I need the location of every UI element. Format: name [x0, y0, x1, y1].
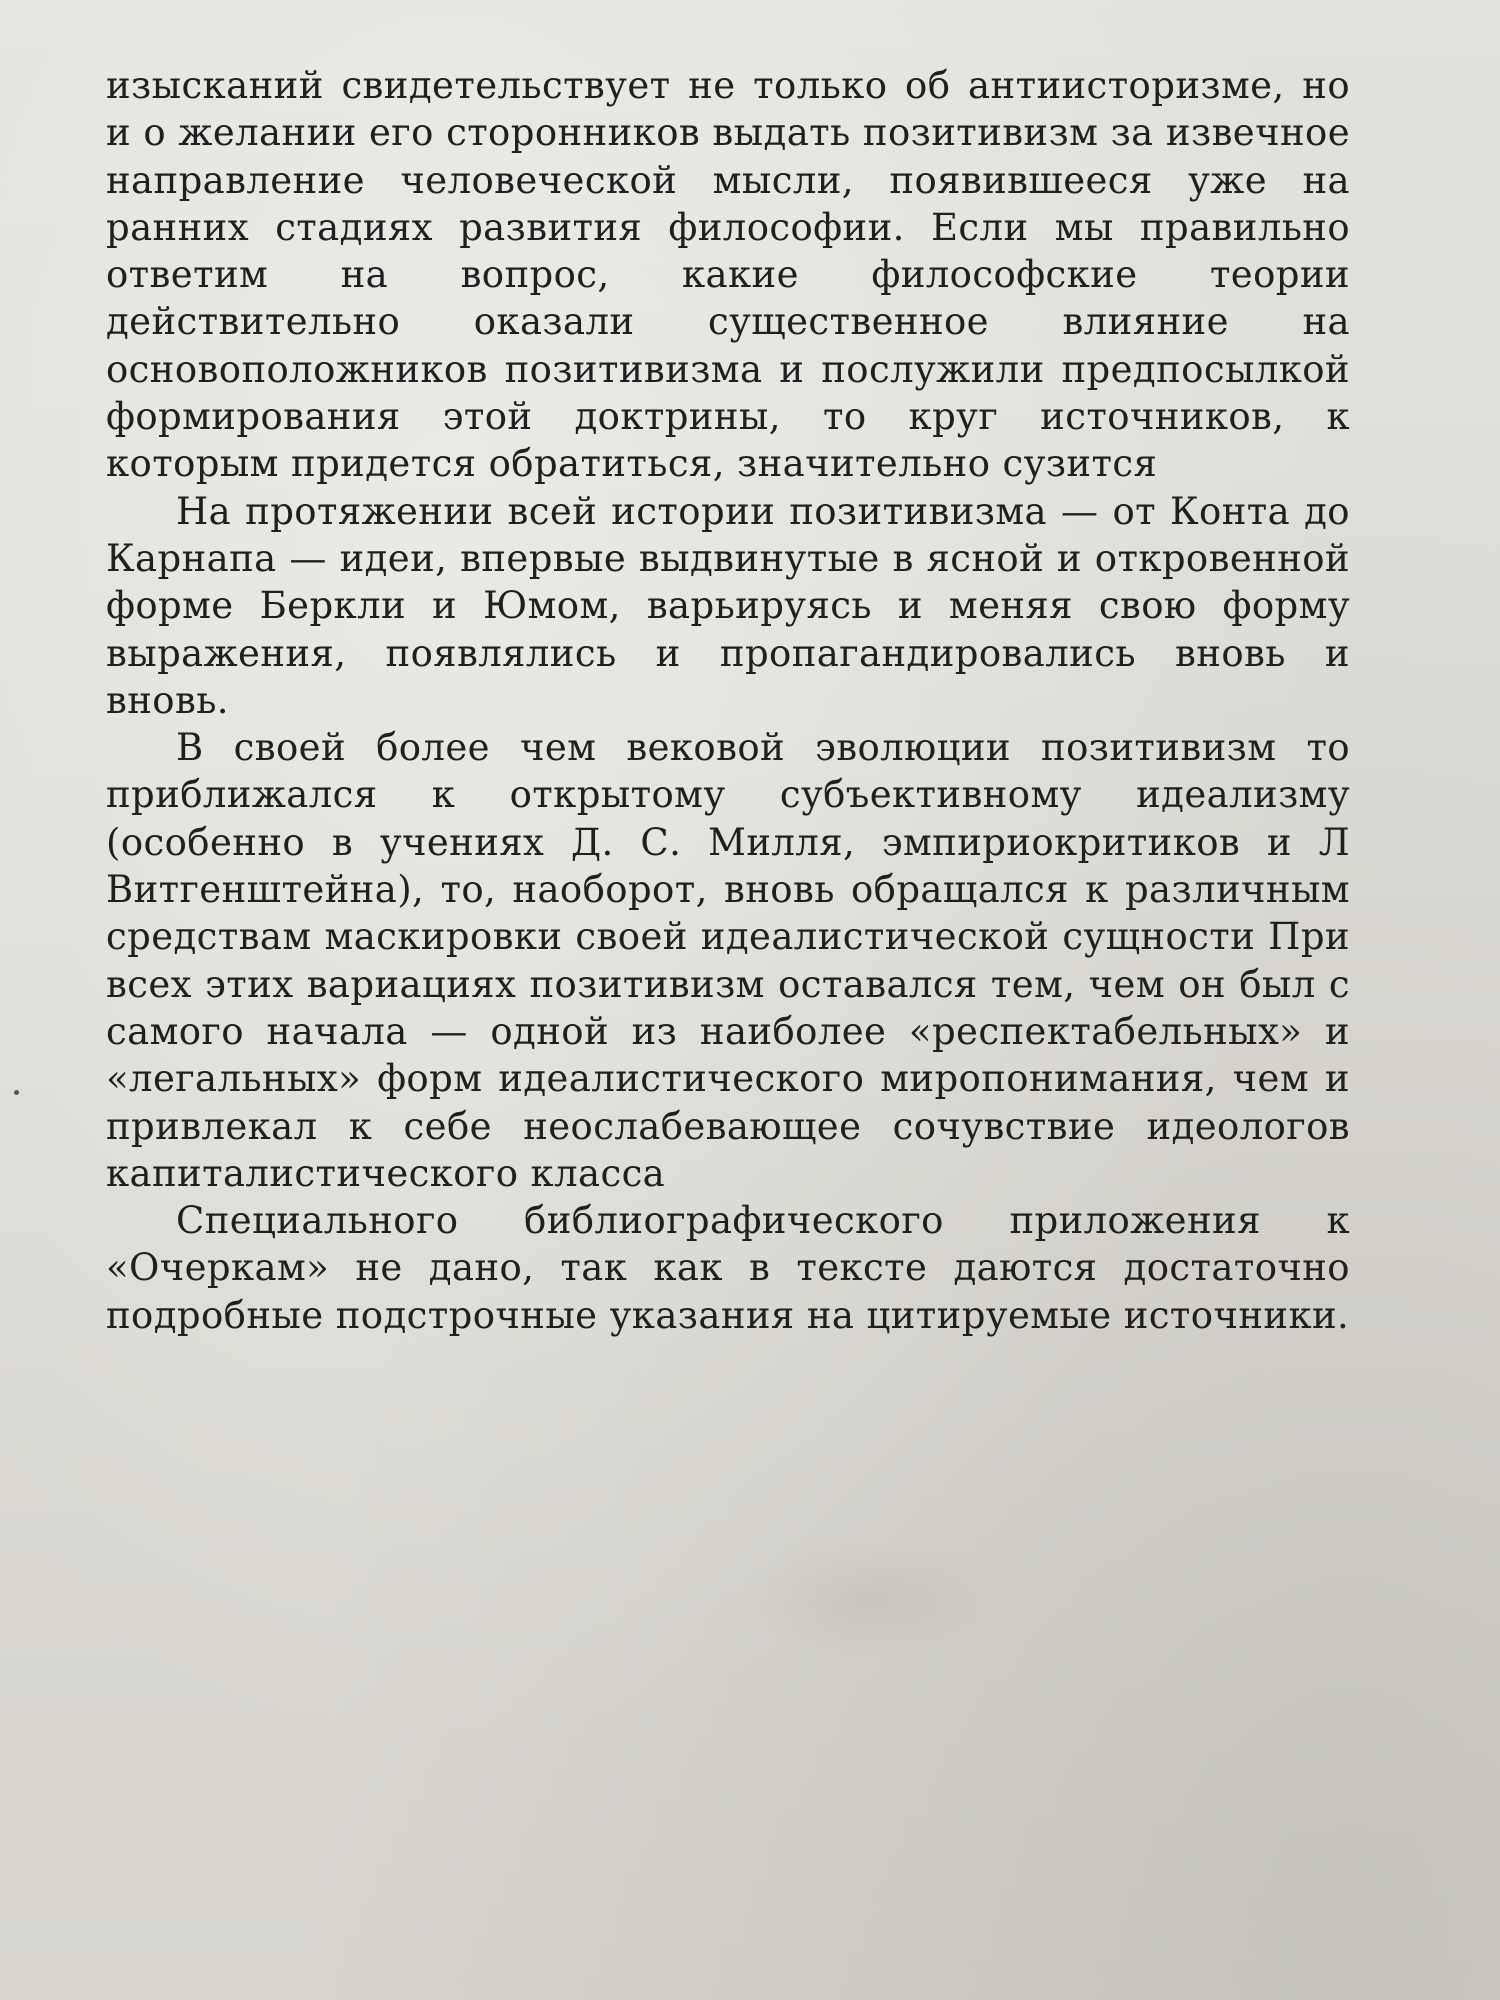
paper-smudge: [740, 1540, 1000, 1660]
paragraph-3: В своей более чем вековой эволюции позитивизм то приближался к открытому субъективному идеализму (особенно в учениях Д. С. Милля, эмпириокритиков и Л Витгенштейна), то, наоборот, вновь обращался к различным средствам маскировки своей идеалистической сущности При всех этих вариациях позитивизм оставался тем, чем он был с самого начала — одной из наиболее «респектабельных» и «легальных» форм идеалистического миропонимания, чем и привлекал к себе неослабевающее сочувствие идеологов капиталистического класса: [106, 726, 1350, 1195]
paragraph-2: На протяжении всей истории позитивизма — от Конта до Карнапа — идеи, впервые выдвинутые в ясной и откровенной форме Беркли и Юмом, варьируясь и меняя свою форму выражения, появлялись и пропагандировались вновь и вновь.: [106, 489, 1350, 722]
paragraph-4: Специального библиографического приложения к «Очеркам» не дано, так как в тексте даются достаточно подробные подстрочные указания на цитируемые источники.: [106, 1199, 1350, 1337]
body-text: [106, 62, 1350, 1339]
paragraph-1: изысканий свидетельствует не только об антиисторизме, но и о желании его сторонников выдать позитивизм за извечное направление человеческой мысли, появившееся уже на ранних стадиях развития философии. Если мы правильно ответим на вопрос, какие философские теории действительно оказали существенное влияние на основоположников позитивизма и послужили предпосылкой формирования этой доктрины, то круг источников, к которым придется обратиться, значительно сузится: [106, 64, 1350, 486]
paper-speck: [14, 1090, 19, 1095]
